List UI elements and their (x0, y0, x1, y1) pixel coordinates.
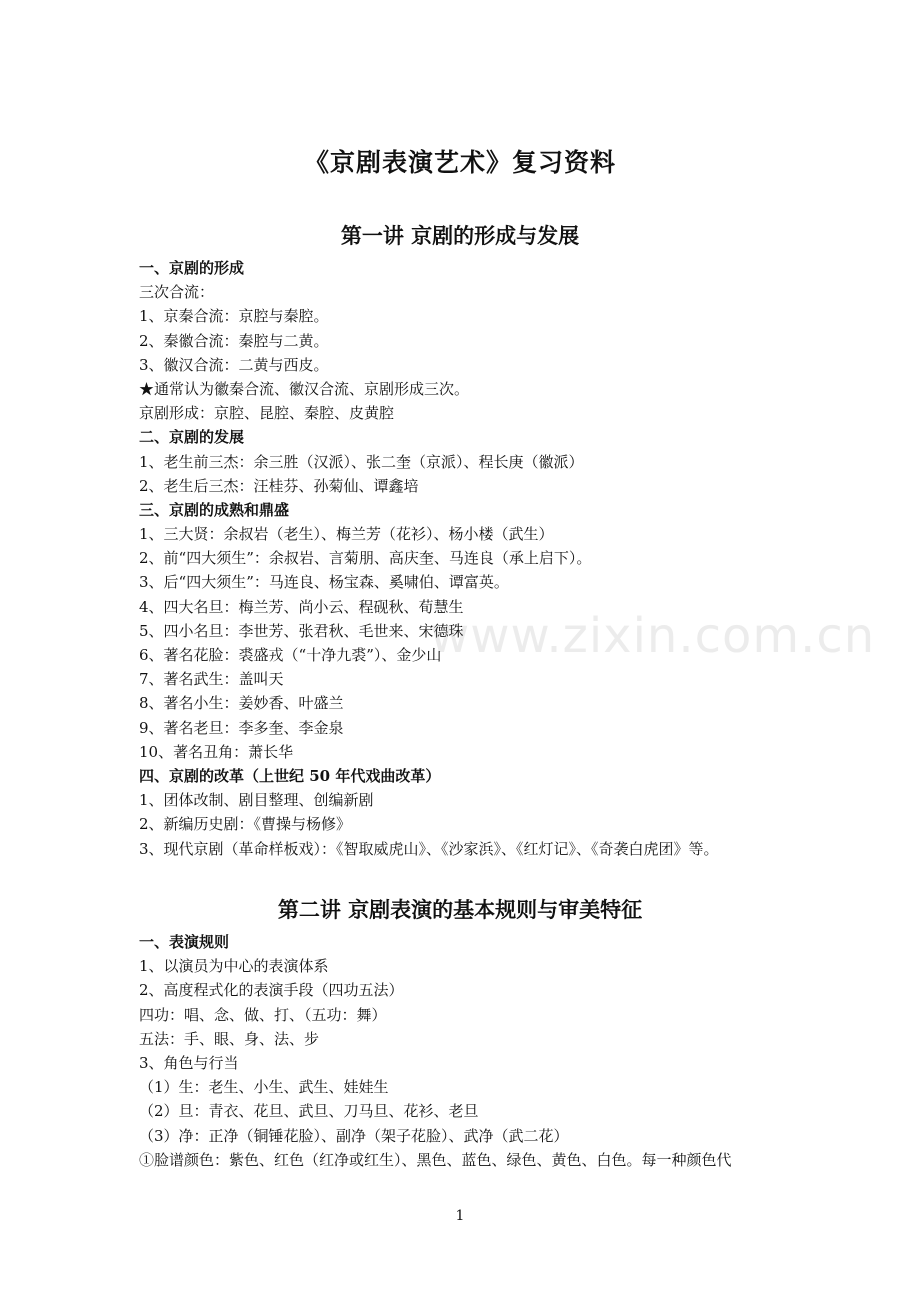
text-line: 3、后“四大须生”：马连良、杨宝森、奚啸伯、谭富英。 (139, 573, 509, 592)
section-heading: 一、表演规则 (139, 933, 230, 951)
section-heading: 一、京剧的形成 (139, 259, 245, 277)
text-line: 3、角色与行当 (139, 1053, 239, 1072)
text-line: 1、老生前三杰：余三胜（汉派）、张二奎（京派）、程长庚（徽派） (139, 452, 584, 471)
section-heading: 三、京剧的成熟和鼎盛 (139, 500, 290, 519)
text-line: 3、现代京剧（革命样板戏）：《智取威虎山》、《沙家浜》、《红灯记》、《奇袭白虎团》等。 (139, 839, 719, 858)
text-line: ★通常认为徽秦合流、徽汉合流、京剧形成三次。 (139, 379, 470, 398)
text-line: 四功：唱、念、做、打、（五功：舞） (139, 1005, 387, 1024)
text-line: 1、京秦合流：京腔与秦腔。 (139, 307, 329, 326)
text-line: ①脸谱颜色：紫色、红色（红净或红生）、黑色、蓝色、绿色、黄色、白色。每一种颜色代 (139, 1150, 732, 1169)
text-line: 2、秦徽合流：秦腔与二黄。 (139, 331, 329, 350)
text-line: 1、三大贤：余叔岩（老生）、梅兰芳（花衫）、杨小楼（武生） (139, 525, 554, 544)
text-line: 2、老生后三杰：汪桂芬、孙菊仙、谭鑫培 (139, 476, 419, 495)
text-line: （1）生：老生、小生、武生、娃娃生 (139, 1078, 389, 1097)
text-line: 6、著名花脸：裘盛戎（“十净九裘”）、金少山 (139, 646, 442, 664)
lecture-2-title: 第二讲 京剧表演的基本规则与审美特征 (277, 897, 643, 922)
text-line: 8、著名小生：姜妙香、叶盛兰 (139, 694, 344, 713)
lecture-2-content (139, 930, 839, 1172)
page-number: 1 (455, 1208, 465, 1224)
lecture-1-title: 第一讲 京剧的形成与发展 (340, 223, 580, 248)
text-line: 2、新编历史剧：《曹操与杨修》 (139, 815, 352, 834)
text-line: 7、著名武生：盖叫天 (139, 670, 284, 689)
text-line: 2、前“四大须生”：余叔岩、言菊朋、高庆奎、马连良（承上启下）。 (139, 549, 592, 568)
text-line: 京剧形成：京腔、昆腔、秦腔、皮黄腔 (139, 404, 395, 423)
lecture-1-content (139, 256, 839, 861)
text-line: （2）旦：青衣、花旦、武旦、刀马旦、花衫、老旦 (139, 1102, 479, 1121)
text-line: 9、著名老旦：李多奎、李金泉 (139, 718, 344, 737)
text-line: 1、以演员为中心的表演体系 (139, 957, 329, 976)
text-line: 10、著名丑角：萧长华 (139, 742, 294, 761)
text-line: 1、团体改制、剧目整理、创编新剧 (139, 791, 374, 810)
section-heading: 四、京剧的改革（上世纪 50 年代戏曲改革） (139, 766, 441, 785)
text-line: （3）净：正净（铜锤花脸）、副净（架子花脸）、武净（武二花） (139, 1126, 569, 1145)
text-line: 三次合流： (139, 283, 215, 302)
text-line: 3、徽汉合流：二黄与西皮。 (139, 355, 329, 374)
document-title: 《京剧表演艺术》复习资料 (303, 148, 616, 177)
text-line: 4、四大名旦：梅兰芳、尚小云、程砚秋、荀慧生 (139, 597, 464, 616)
watermark: www.zixin.com.cn (430, 608, 876, 664)
text-line: 五法：手、眼、身、法、步 (139, 1029, 320, 1048)
section-heading: 二、京剧的发展 (139, 428, 245, 447)
text-line: 5、四小名旦：李世芳、张君秋、毛世来、宋德珠 (139, 621, 464, 640)
text-line: 2、高度程式化的表演手段（四功五法） (139, 981, 404, 1000)
